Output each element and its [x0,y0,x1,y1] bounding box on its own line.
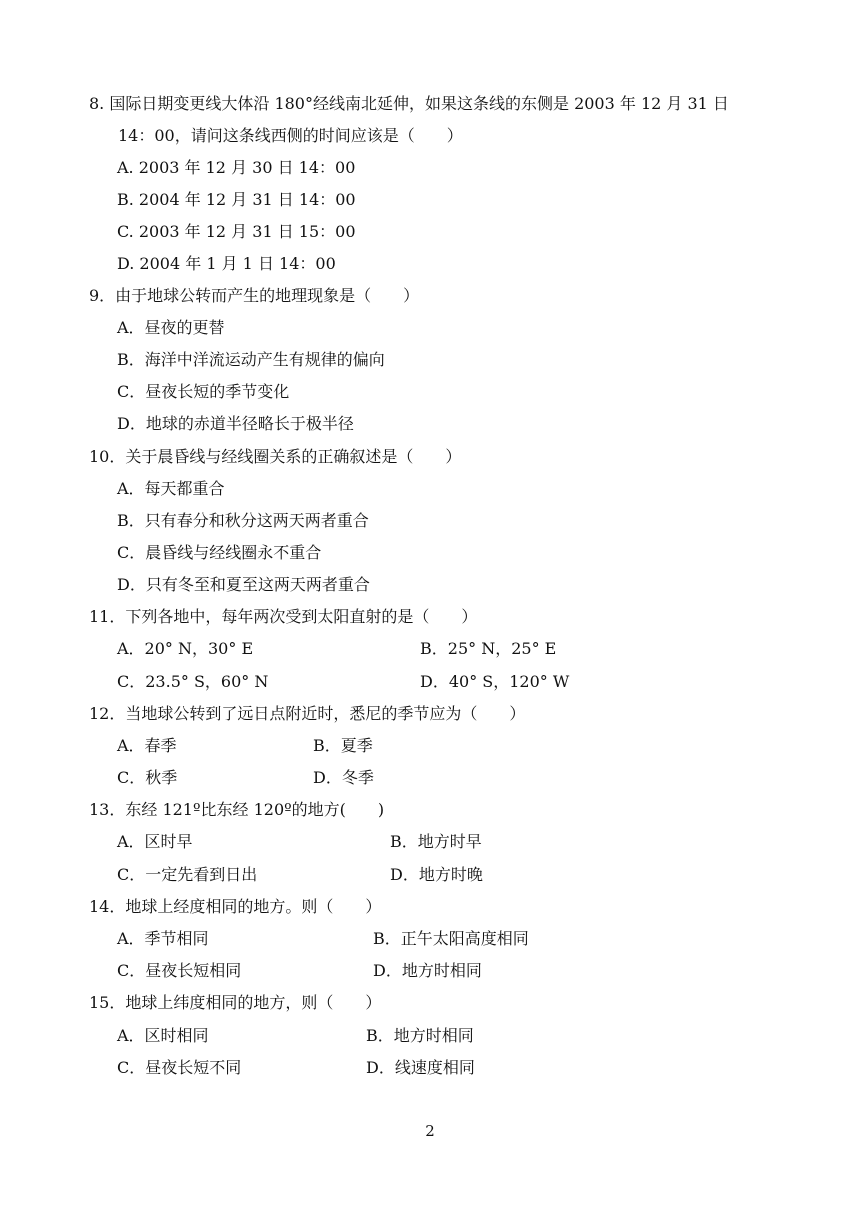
question-9-option-d: D．地球的赤道半径略长于极半径 [117,414,354,433]
question-8-option-c: C. 2003 年 12 月 31 日 15：00 [117,222,356,241]
question-8-option-b: B. 2004 年 12 月 31 日 14：00 [117,190,356,209]
question-14-option-b: B．正午太阳高度相同 [373,929,529,948]
question-15-option-a: A．区时相同 [117,1026,209,1045]
question-14-option-d: D．地方时相同 [373,961,482,980]
question-10-option-a: A．每天都重合 [117,479,225,498]
question-13-stem: 13．东经 121º比东经 120º的地方( ) [89,800,385,819]
question-13-option-a: A．区时早 [117,832,193,851]
question-12-option-d: D．冬季 [313,768,374,787]
question-10-stem: 10．关于晨昏线与经线圈关系的正确叙述是（ ） [89,447,462,466]
question-14-stem: 14．地球上经度相同的地方。则（ ） [89,897,382,916]
question-12-stem: 12．当地球公转到了远日点附近时，悉尼的季节应为（ ） [89,704,526,723]
question-15-option-d: D．线速度相同 [366,1058,475,1077]
question-12-option-b: B．夏季 [313,736,373,755]
question-11-option-d: D．40° S，120° W [420,672,570,691]
question-8-stem-continued: 14：00，请问这条线西侧的时间应该是（ ） [118,126,463,145]
question-14-option-a: A．季节相同 [117,929,209,948]
question-12-option-a: A．春季 [117,736,177,755]
question-8-stem: 8. 国际日期变更线大体沿 180°经线南北延伸，如果这条线的东侧是 2003 年 12 月 31 日 [89,94,729,113]
page-number: 2 [425,1122,435,1140]
question-11-option-b: B．25° N，25° E [420,639,557,658]
question-9-option-b: B．海洋中洋流运动产生有规律的偏向 [117,350,385,369]
question-10-option-c: C．晨昏线与经线圈永不重合 [117,543,322,562]
question-15-option-c: C．昼夜长短不同 [117,1058,242,1077]
question-11-option-c: C．23.5° S，60° N [117,672,269,691]
question-8-option-d: D. 2004 年 1 月 1 日 14：00 [117,254,336,273]
question-13-option-c: C．一定先看到日出 [117,865,258,884]
question-8-option-a: A. 2003 年 12 月 30 日 14：00 [117,158,356,177]
question-12-option-c: C．秋季 [117,768,178,787]
question-10-option-b: B．只有春分和秋分这两天两者重合 [117,511,369,530]
question-15-stem: 15．地球上纬度相同的地方，则（ ） [89,993,382,1012]
question-14-option-c: C．昼夜长短相同 [117,961,242,980]
question-13-option-d: D．地方时晚 [390,865,483,884]
question-11-option-a: A．20° N，30° E [117,639,254,658]
question-13-option-b: B．地方时早 [390,832,482,851]
question-11-stem: 11．下列各地中，每年两次受到太阳直射的是（ ） [89,607,478,626]
question-9-option-c: C．昼夜长短的季节变化 [117,382,290,401]
question-9-stem: 9．由于地球公转而产生的地理现象是（ ） [89,286,420,305]
question-10-option-d: D．只有冬至和夏至这两天两者重合 [117,575,370,594]
question-15-option-b: B．地方时相同 [366,1026,474,1045]
question-9-option-a: A．昼夜的更替 [117,318,225,337]
